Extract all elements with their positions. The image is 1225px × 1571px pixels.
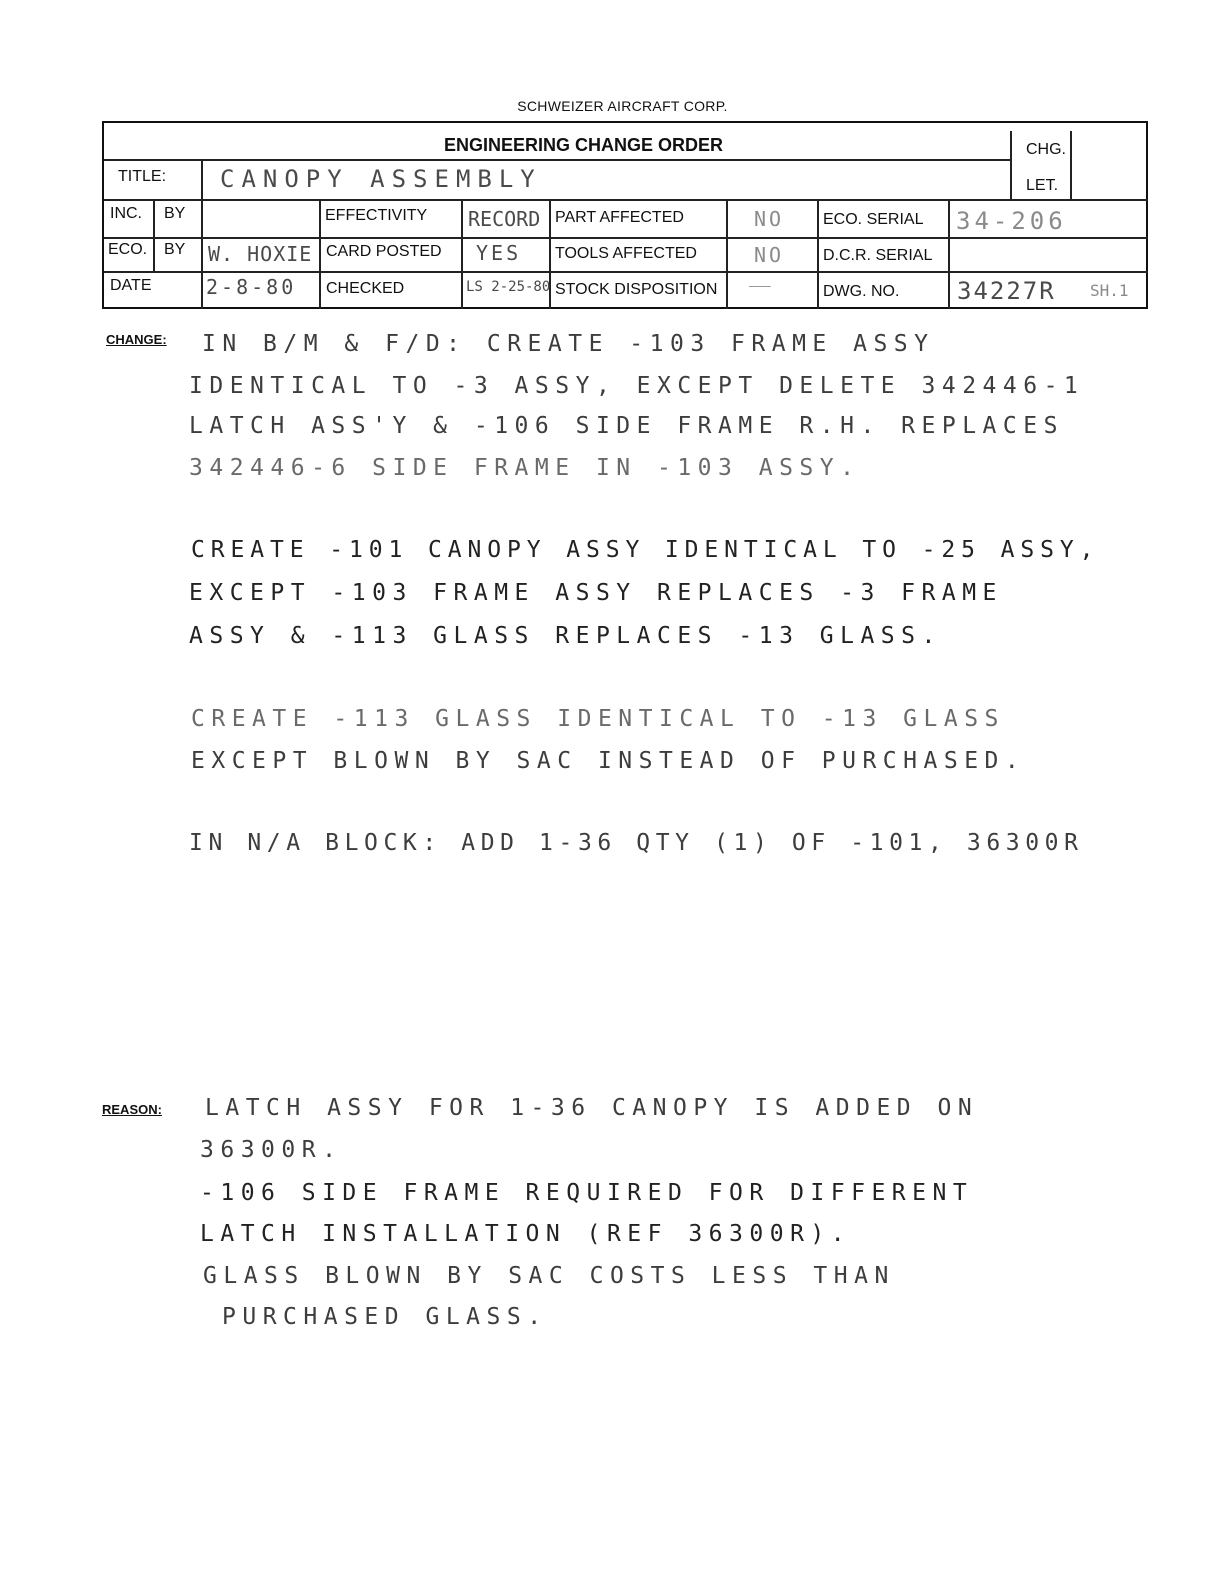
eco-label: ECO.	[108, 241, 148, 258]
reason-line: 36300R.	[200, 1137, 343, 1163]
rule	[104, 159, 1010, 161]
part-affected-label: PART AFFECTED	[555, 209, 684, 226]
rule	[319, 199, 321, 309]
change-label: CHANGE:	[106, 332, 167, 347]
change-line: IDENTICAL TO -3 ASSY, EXCEPT DELETE 342446-1	[189, 373, 1085, 399]
reason-line: LATCH INSTALLATION (REF 36300R).	[200, 1221, 852, 1247]
change-line: LATCH ASS'Y & -106 SIDE FRAME R.H. REPLACES	[189, 413, 1064, 439]
stock-disposition-value: ———	[749, 279, 771, 293]
reason-line: GLASS BLOWN BY SAC COSTS LESS THAN	[203, 1263, 895, 1289]
date-value: 2-8-80	[206, 275, 297, 299]
effectivity-label: EFFECTIVITY	[325, 207, 428, 224]
eco-serial-value: 34-206	[956, 207, 1067, 235]
card-posted-value: YES	[476, 241, 522, 265]
change-line: CREATE -101 CANOPY ASSY IDENTICAL TO -25 ASSY,	[191, 537, 1100, 563]
effectivity-value: RECORD	[468, 207, 541, 231]
change-line: ASSY & -113 GLASS REPLACES -13 GLASS.	[189, 623, 942, 649]
checked-label: CHECKED	[326, 280, 405, 297]
reason-line: LATCH ASSY FOR 1-36 CANOPY IS ADDED ON	[205, 1095, 979, 1121]
title-value: CANOPY ASSEMBLY	[220, 165, 542, 193]
change-line: IN B/M & F/D: CREATE -103 FRAME ASSY	[202, 331, 935, 357]
company-name: SCHWEIZER AIRCRAFT CORP.	[517, 98, 728, 114]
dwg-no-value: 34227R	[957, 277, 1056, 305]
rule	[104, 237, 1148, 239]
eco-form	[102, 121, 1148, 309]
rule	[461, 199, 463, 309]
tools-affected-label: TOOLS AFFECTED	[555, 245, 697, 262]
rule	[104, 271, 1148, 273]
rule	[1010, 131, 1012, 201]
rule	[153, 199, 155, 273]
let-label: LET.	[1026, 177, 1059, 194]
rule	[726, 199, 728, 309]
dcr-serial-label: D.C.R. SERIAL	[823, 247, 933, 264]
part-affected-value: NO	[754, 207, 785, 231]
card-posted-label: CARD POSTED	[326, 243, 442, 260]
eco-by-value: W. HOXIE	[208, 242, 313, 266]
rule	[104, 199, 1148, 201]
reason-line: -106 SIDE FRAME REQUIRED FOR DIFFERENT	[200, 1180, 974, 1206]
eco-by-label: BY	[164, 241, 186, 258]
inc-by-label: BY	[164, 205, 186, 222]
date-label: DATE	[110, 277, 152, 294]
change-line: 342446-6 SIDE FRAME IN -103 ASSY.	[189, 455, 861, 481]
rule	[948, 199, 950, 309]
rule	[201, 159, 203, 309]
form-heading: ENGINEERING CHANGE ORDER	[444, 135, 724, 155]
eco-serial-label: ECO. SERIAL	[823, 211, 924, 228]
change-line: CREATE -113 GLASS IDENTICAL TO -13 GLASS	[191, 706, 1005, 732]
reason-label: REASON:	[102, 1102, 162, 1117]
reason-line: PURCHASED GLASS.	[222, 1304, 548, 1330]
chg-label: CHG.	[1026, 141, 1066, 158]
rule	[817, 199, 819, 309]
change-line: EXCEPT BLOWN BY SAC INSTEAD OF PURCHASED.	[191, 748, 1026, 774]
inc-label: INC.	[110, 205, 142, 222]
dwg-no-label: DWG. NO.	[823, 283, 900, 300]
title-label: TITLE:	[118, 168, 167, 185]
rule	[1070, 131, 1072, 201]
tools-affected-value: NO	[754, 243, 785, 267]
change-line: IN N/A BLOCK: ADD 1-36 QTY (1) OF -101, 36300R	[189, 830, 1084, 856]
checked-value: LS 2-25-80	[466, 279, 551, 295]
change-line: EXCEPT -103 FRAME ASSY REPLACES -3 FRAME	[189, 580, 1003, 606]
sheet-value: SH.1	[1090, 281, 1129, 300]
stock-disposition-label: STOCK DISPOSITION	[555, 281, 718, 298]
